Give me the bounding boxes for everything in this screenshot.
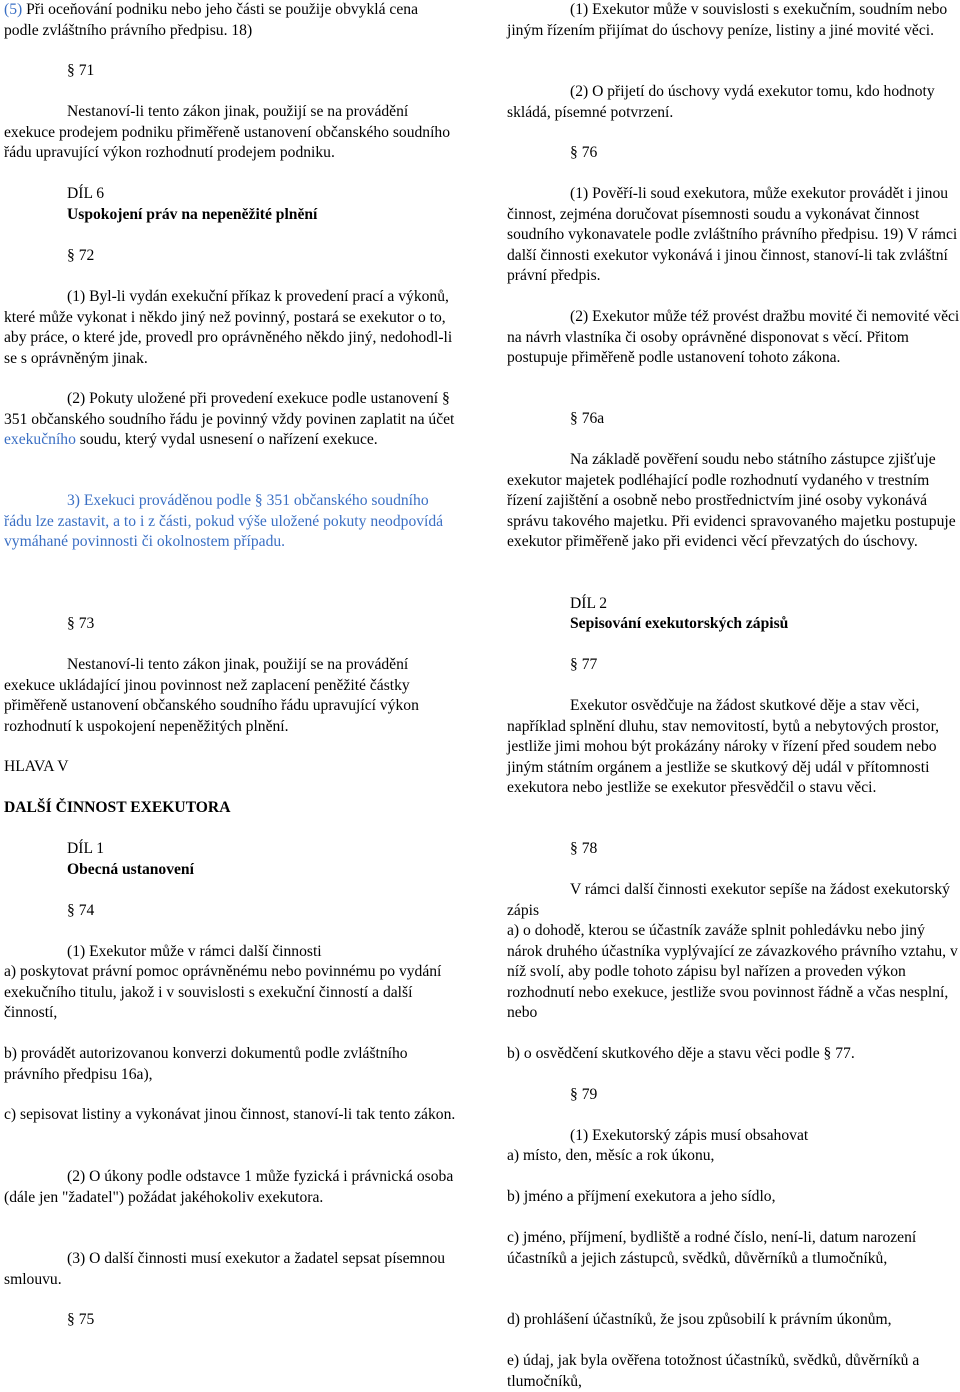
section-79-heading: § 79 xyxy=(570,1086,598,1103)
section-75-paragraph-2: (2) O přijetí do úschovy vydá exekutor tomu, kdo hodnoty skládá, písemné potvrzení. xyxy=(507,83,935,121)
section-74-paragraph-2: (2) O úkony podle odstavce 1 může fyzická i právnická osoba (dále jen "žadatel") požádat jakéhokoliv exekutora. xyxy=(4,1168,454,1206)
section-75-heading: § 75 xyxy=(67,1311,95,1328)
section-72-paragraph-3: 3) Exekuci prováděnou podle § 351 občanského soudního řádu lze zastavit, a to i z části, pokud výše uložené pokuty neodpovídá vymáhané povinnosti či okolnostem případu. xyxy=(4,492,444,550)
section-74-item-a: a) poskytovat právní pomoc oprávněnému nebo povinnému po vydání exekučního titulu, jakož i v souvislosti s exekuční činností a další činností, xyxy=(4,963,442,1021)
section-76-heading: § 76 xyxy=(570,144,598,161)
paragraph-text: soudu, který vydal usnesení o nařízení exekuce. xyxy=(75,431,378,448)
section-79-item-d: d) prohlášení účastníků, že jsou způsobilí k právním úkonům, xyxy=(507,1311,892,1328)
section-78-intro: V rámci další činnosti exekutor sepíše na žádost exekutorský zápis xyxy=(507,881,950,919)
section-78-heading: § 78 xyxy=(570,840,598,857)
section-76-paragraph-2: (2) Exekutor může též provést dražbu movité či nemovité věci na návrh vlastníka či osoby oprávněné disponovat s věcí. Přitom postupuje přiměřeně podle ustanovení tohoto zákona. xyxy=(507,308,960,366)
paragraph-text: Při oceňování podniku nebo jeho části se použije obvyklá cena podle zvláštního právního předpisu. 18) xyxy=(4,1,418,39)
head-5-label: HLAVA V xyxy=(4,758,69,775)
section-74-heading: § 74 xyxy=(67,902,95,919)
part-1-label: DÍL 1 xyxy=(67,840,105,857)
section-72-heading: § 72 xyxy=(67,247,95,264)
paragraph-number: (5) xyxy=(4,1,23,18)
section-78-item-a: a) o dohodě, kterou se účastník zaváže splnit pohledávku nebo jiný nárok druhého účastníka vyplývající ze závazkového právního vztahu, v níž svolí, aby podle tohoto zápisu byl nařízen a proveden výkon rozhodnutí nebo exekuce, jestliže svou povinnost řádně a včas nesplní, nebo xyxy=(507,922,958,1021)
section-73-heading: § 73 xyxy=(67,615,95,632)
section-74-item-c: c) sepisovat listiny a vykonávat jinou činnost, stanoví-li tak tento zákon. xyxy=(4,1106,456,1123)
paragraph-text: (2) Pokuty uložené při provedení exekuce podle ustanovení § 351 občanského soudního řádu je povinný vždy povinen zaplatit na účet xyxy=(4,390,455,428)
section-76a-heading: § 76a xyxy=(570,410,605,427)
section-77-text: Exekutor osvědčuje na žádost skutkové děje a stav věci, například splnění dluhu, stav nemovitostí, bytů a nebytových prostor, jestliže jimi mohou být prokázány nároky v řízení před soudem nebo jiným státním orgánem a jestliže se skutkový děj udál v přítomnosti exekutora nebo jestliže se exekutor přesvědčil o stavu věci. xyxy=(507,697,940,796)
paragraph-70-5 xyxy=(4,0,456,41)
section-72-paragraph-2 xyxy=(4,389,456,451)
section-73-text: Nestanoví-li tento zákon jinak, použijí se na provádění exekuce ukládající jinou povinnost než zaplacení peněžité částky přiměřeně ustanovení občanského soudního řádu upravující výkon rozhodnutí k uspokojení nepeněžitých plnění. xyxy=(4,656,419,735)
section-77-heading: § 77 xyxy=(570,656,598,673)
part-2-title: Sepisování exekutorských zápisů xyxy=(570,615,789,632)
section-78-item-b: b) o osvědčení skutkového děje a stavu věci podle § 77. xyxy=(507,1045,855,1062)
amended-word: exekučního xyxy=(4,431,76,448)
part-1-title: Obecná ustanovení xyxy=(67,861,194,878)
section-76-paragraph-1: (1) Pověří-li soud exekutora, může exekutor provádět i jinou činnost, zejména doručovat písemnosti soudu a vykonávat činnost soudního vykonavatele podle zvláštního právního předpisu. 19) V rámci další činnosti exekutor vykonává i jinou činnost, stanoví-li tak zvláštní právní předpis. xyxy=(507,185,958,284)
section-71-heading: § 71 xyxy=(67,62,95,79)
section-79-item-a: a) místo, den, měsíc a rok úkonu, xyxy=(507,1147,715,1164)
section-79-item-c: c) jméno, příjmení, bydliště a rodné číslo, není-li, datum narození účastníků a jejich zástupců, svědků, důvěrníků a tlumočníků, xyxy=(507,1229,917,1267)
section-74-paragraph-3: (3) O další činnosti musí exekutor a žadatel sepsat písemnou smlouvu. xyxy=(4,1250,446,1288)
section-72-paragraph-1: (1) Byl-li vydán exekuční příkaz k provedení prací a výkonů, které může vykonat i někdo jiný než povinný, postará se exekutor o to, aby práce, o které jde, provedl pro oprávněného někdo jiný, nedohodl-li se s oprávněným jinak. xyxy=(4,288,453,367)
section-79-item-b: b) jméno a příjmení exekutora a jeho sídlo, xyxy=(507,1188,776,1205)
section-79-paragraph-1: (1) Exekutorský zápis musí obsahovat xyxy=(570,1127,809,1144)
section-74-item-b: b) provádět autorizovanou konverzi dokumentů podle zvláštního právního předpisu 16a), xyxy=(4,1045,408,1083)
part-6-label: DÍL 6 xyxy=(67,185,105,202)
section-71-text: Nestanoví-li tento zákon jinak, použijí se na provádění exekuce prodejem podniku přiměřeně ustanovení občanského soudního řádu upravující výkon rozhodnutí prodejem podniku. xyxy=(4,103,451,161)
part-6-title: Uspokojení práv na nepeněžité plnění xyxy=(67,206,318,223)
section-74-paragraph-1: (1) Exekutor může v rámci další činnosti xyxy=(67,943,322,960)
section-79-item-e: e) údaj, jak byla ověřena totožnost účastníků, svědků, důvěrníků a tlumočníků, xyxy=(507,1352,920,1390)
section-76a-text: Na základě pověření soudu nebo státního zástupce zjišťuje exekutor majetek podléhající podle rozhodnutí vydaného v trestním řízení zajištění a osobně nebo prostřednictvím jiné osoby vykonává správu takového majetku. Při evidenci spravovaného majetku postupuje exekutor přiměřeně jako při evidenci věcí převzatých do úschovy. xyxy=(507,451,956,550)
section-75-paragraph-1: (1) Exekutor může v souvislosti s exekučním, soudním nebo jiným řízením přijímat do úschovy peníze, listiny a jiné movité věci. xyxy=(507,1,948,39)
part-2-label: DÍL 2 xyxy=(570,595,608,612)
head-5-title: DALŠÍ ČINNOST EXEKUTORA xyxy=(4,799,231,816)
